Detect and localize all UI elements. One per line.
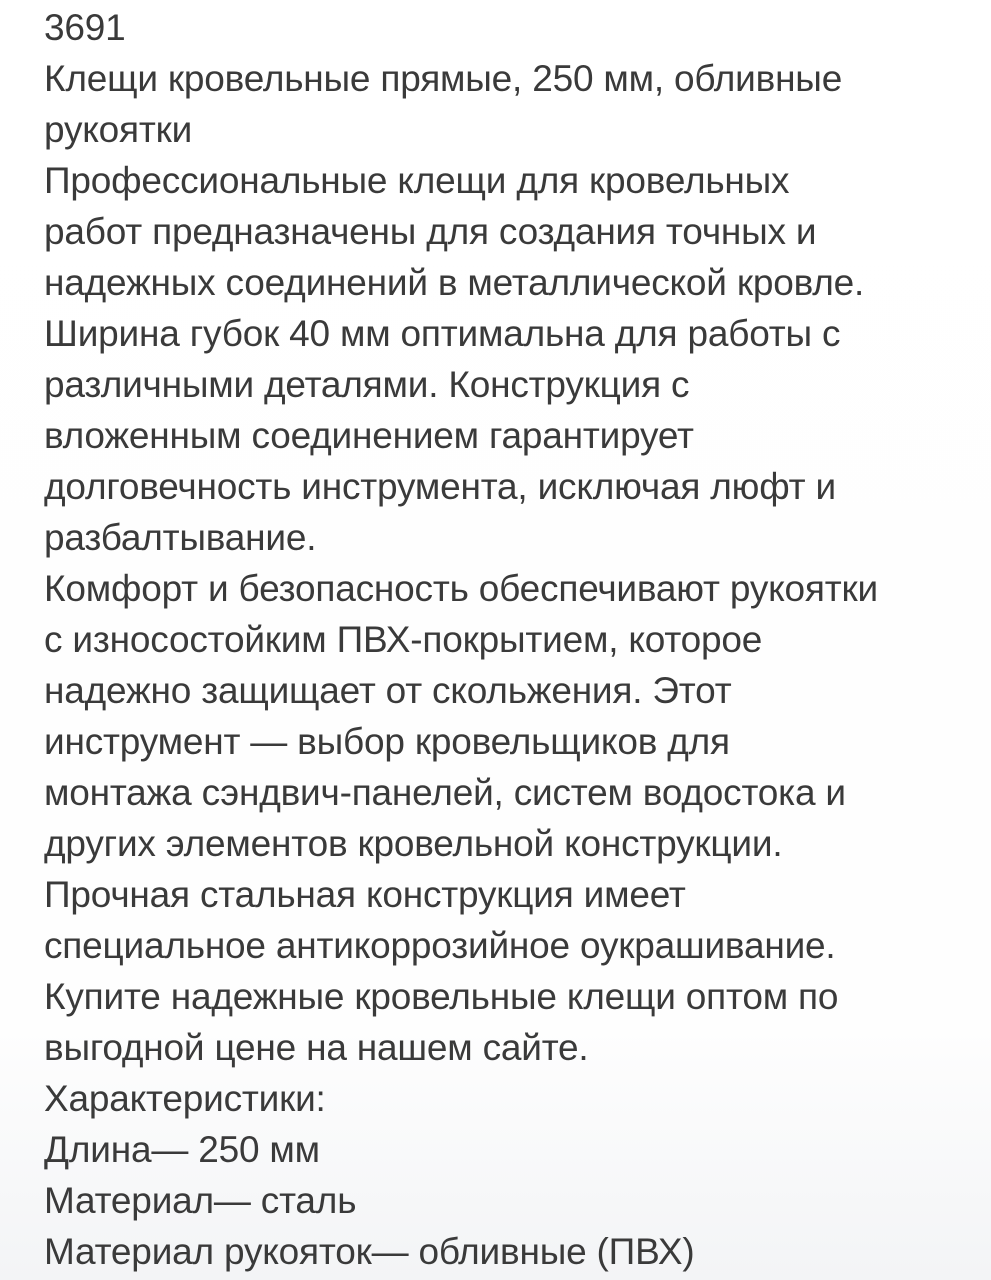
product-description-paragraph	[44, 155, 967, 563]
text-line: работ предназначены для создания точных и	[44, 211, 817, 252]
text-line: Купите надежные кровельные клещи оптом по	[44, 976, 839, 1017]
text-line: других элементов кровельной конструкции.	[44, 823, 783, 864]
text-line: выгодной цене на нашем сайте.	[44, 1027, 589, 1068]
text-line: Клещи кровельные прямые, 250 мм, обливные	[44, 58, 843, 99]
text-line: рукоятки	[44, 109, 193, 150]
text-line: долговечность инструмента, исключая люфт и	[44, 466, 836, 507]
text-line: Ширина губок 40 мм оптимальна для работы с	[44, 313, 841, 354]
text-line: Профессиональные клещи для кровельных	[44, 160, 790, 201]
text-line: Комфорт и безопасность обеспечивают рукоятки	[44, 568, 878, 609]
text-line: Материал рукояток— обливные (ПВХ)	[44, 1231, 695, 1272]
text-line: надежных соединений в металлической кровле.	[44, 262, 865, 303]
text-line: разбалтывание.	[44, 517, 317, 558]
text-line: различными деталями. Конструкция с	[44, 364, 690, 405]
characteristics-list	[44, 1124, 967, 1277]
product-cta-paragraph	[44, 971, 967, 1073]
text-line: с износостойким ПВХ-покрытием, которое	[44, 619, 763, 660]
characteristics-heading: Характеристики:	[44, 1078, 326, 1119]
text-line: специальное антикоррозийное оукрашивание.	[44, 925, 836, 966]
product-sku: 3691	[44, 7, 126, 48]
text-line: надежно защищает от скольжения. Этот	[44, 670, 732, 711]
product-title	[44, 53, 967, 155]
text-line: Прочная стальная конструкция имеет	[44, 874, 686, 915]
text-line: монтажа сэндвич-панелей, систем водостока и	[44, 772, 846, 813]
text-line: Материал— сталь	[44, 1180, 357, 1221]
text-line: Длина— 250 мм	[44, 1129, 320, 1170]
product-features-paragraph	[44, 563, 967, 971]
text-line: инструмент — выбор кровельщиков для	[44, 721, 730, 762]
text-line: вложенным соединением гарантирует	[44, 415, 694, 456]
